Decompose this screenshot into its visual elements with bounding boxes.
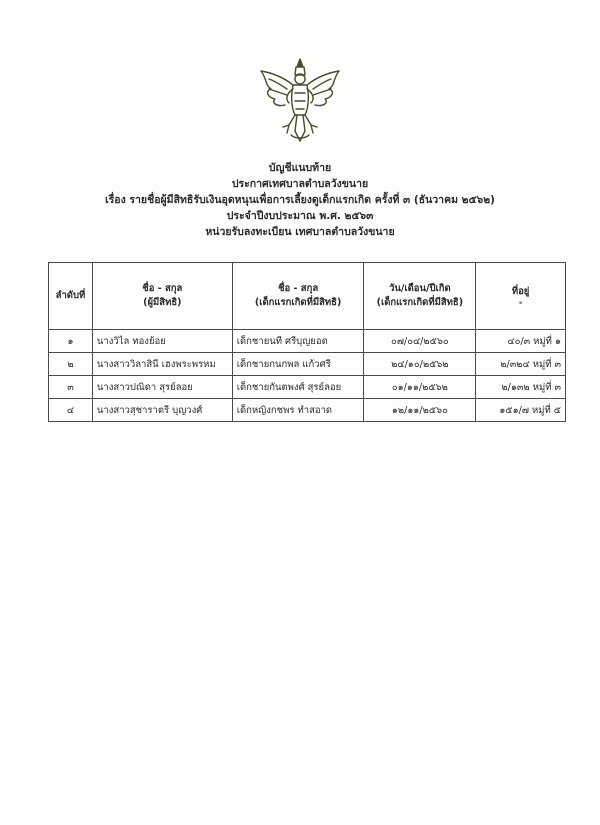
header-address: ที่อยู่ ๑ <box>476 263 566 330</box>
header-title: บัญชีแนบท้าย <box>268 162 332 174</box>
cell-birth-date: ๐๑/๑๑/๒๕๖๒ <box>364 376 476 399</box>
table-row <box>49 399 566 422</box>
cell-recipient-name: นางสาวสุชาราตรี บุญวงศ์ <box>92 399 232 422</box>
header-fiscal-year: ประจำปีงบประมาณ พ.ศ. ๒๕๖๓ <box>226 210 374 222</box>
table-row <box>49 353 566 376</box>
cell-birth-date: ๒๔/๑๐/๒๕๖๒ <box>364 353 476 376</box>
table-row <box>49 330 566 353</box>
cell-address: ๒/๓๒๔ หมู่ที่ ๓ <box>476 353 566 376</box>
cell-child-name: เด็กชายกันตพงศ์ สุรย์ลอย <box>232 376 364 399</box>
table-header-row <box>49 263 566 330</box>
cell-no: ๑ <box>49 330 93 353</box>
header-child-name: ชื่อ - สกุล (เด็กแรกเกิดที่มีสิทธิ) <box>232 263 364 330</box>
garuda-emblem-icon <box>255 55 345 145</box>
cell-address: ๔๐/๓ หมู่ที่ ๑ <box>476 330 566 353</box>
beneficiary-table <box>48 262 566 422</box>
header-registration-unit: หน่วยรับลงทะเบียน เทศบาลตำบลวังขนาย <box>205 226 395 238</box>
cell-no: ๔ <box>49 399 93 422</box>
cell-no: ๓ <box>49 376 93 399</box>
cell-recipient-name: นางวิไล ทองย้อย <box>92 330 232 353</box>
cell-birth-date: ๑๒/๑๑/๒๕๖๐ <box>364 399 476 422</box>
cell-address: ๒/๑๓๒ หมู่ที่ ๓ <box>476 376 566 399</box>
cell-recipient-name: นางสาววิลาสินี เฮงพระพรหม <box>92 353 232 376</box>
header-recipient-name: ชื่อ - สกุล (ผู้มีสิทธิ) <box>92 263 232 330</box>
header-no: ลำดับที่ <box>49 263 93 330</box>
cell-child-name: เด็กชายกนกพล แก้วศรี <box>232 353 364 376</box>
header-announcement: ประกาศเทศบาลตำบลวังขนาย <box>231 178 369 190</box>
header-subject: เรื่อง รายชื่อผู้มีสิทธิรับเงินอุดหนุนเพื่อการเลี้ยงดูเด็กแรกเกิด ครั้งที่ ๓ (ธันวาคม ๒๕๖๒) <box>105 194 495 206</box>
cell-recipient-name: นางสาวปณิดา สุรย์ลอย <box>92 376 232 399</box>
document-header <box>0 160 600 240</box>
header-birth-date: วัน/เดือน/ปีเกิด (เด็กแรกเกิดที่มีสิทธิ) <box>364 263 476 330</box>
cell-birth-date: ๐๗/๐๔/๒๕๖๐ <box>364 330 476 353</box>
cell-child-name: เด็กหญิงกชพร ทำสอาด <box>232 399 364 422</box>
cell-no: ๒ <box>49 353 93 376</box>
cell-address: ๑๕๑/๗ หมู่ที่ ๕ <box>476 399 566 422</box>
cell-child-name: เด็กชายนที ศรีบุญยอด <box>232 330 364 353</box>
table-row <box>49 376 566 399</box>
